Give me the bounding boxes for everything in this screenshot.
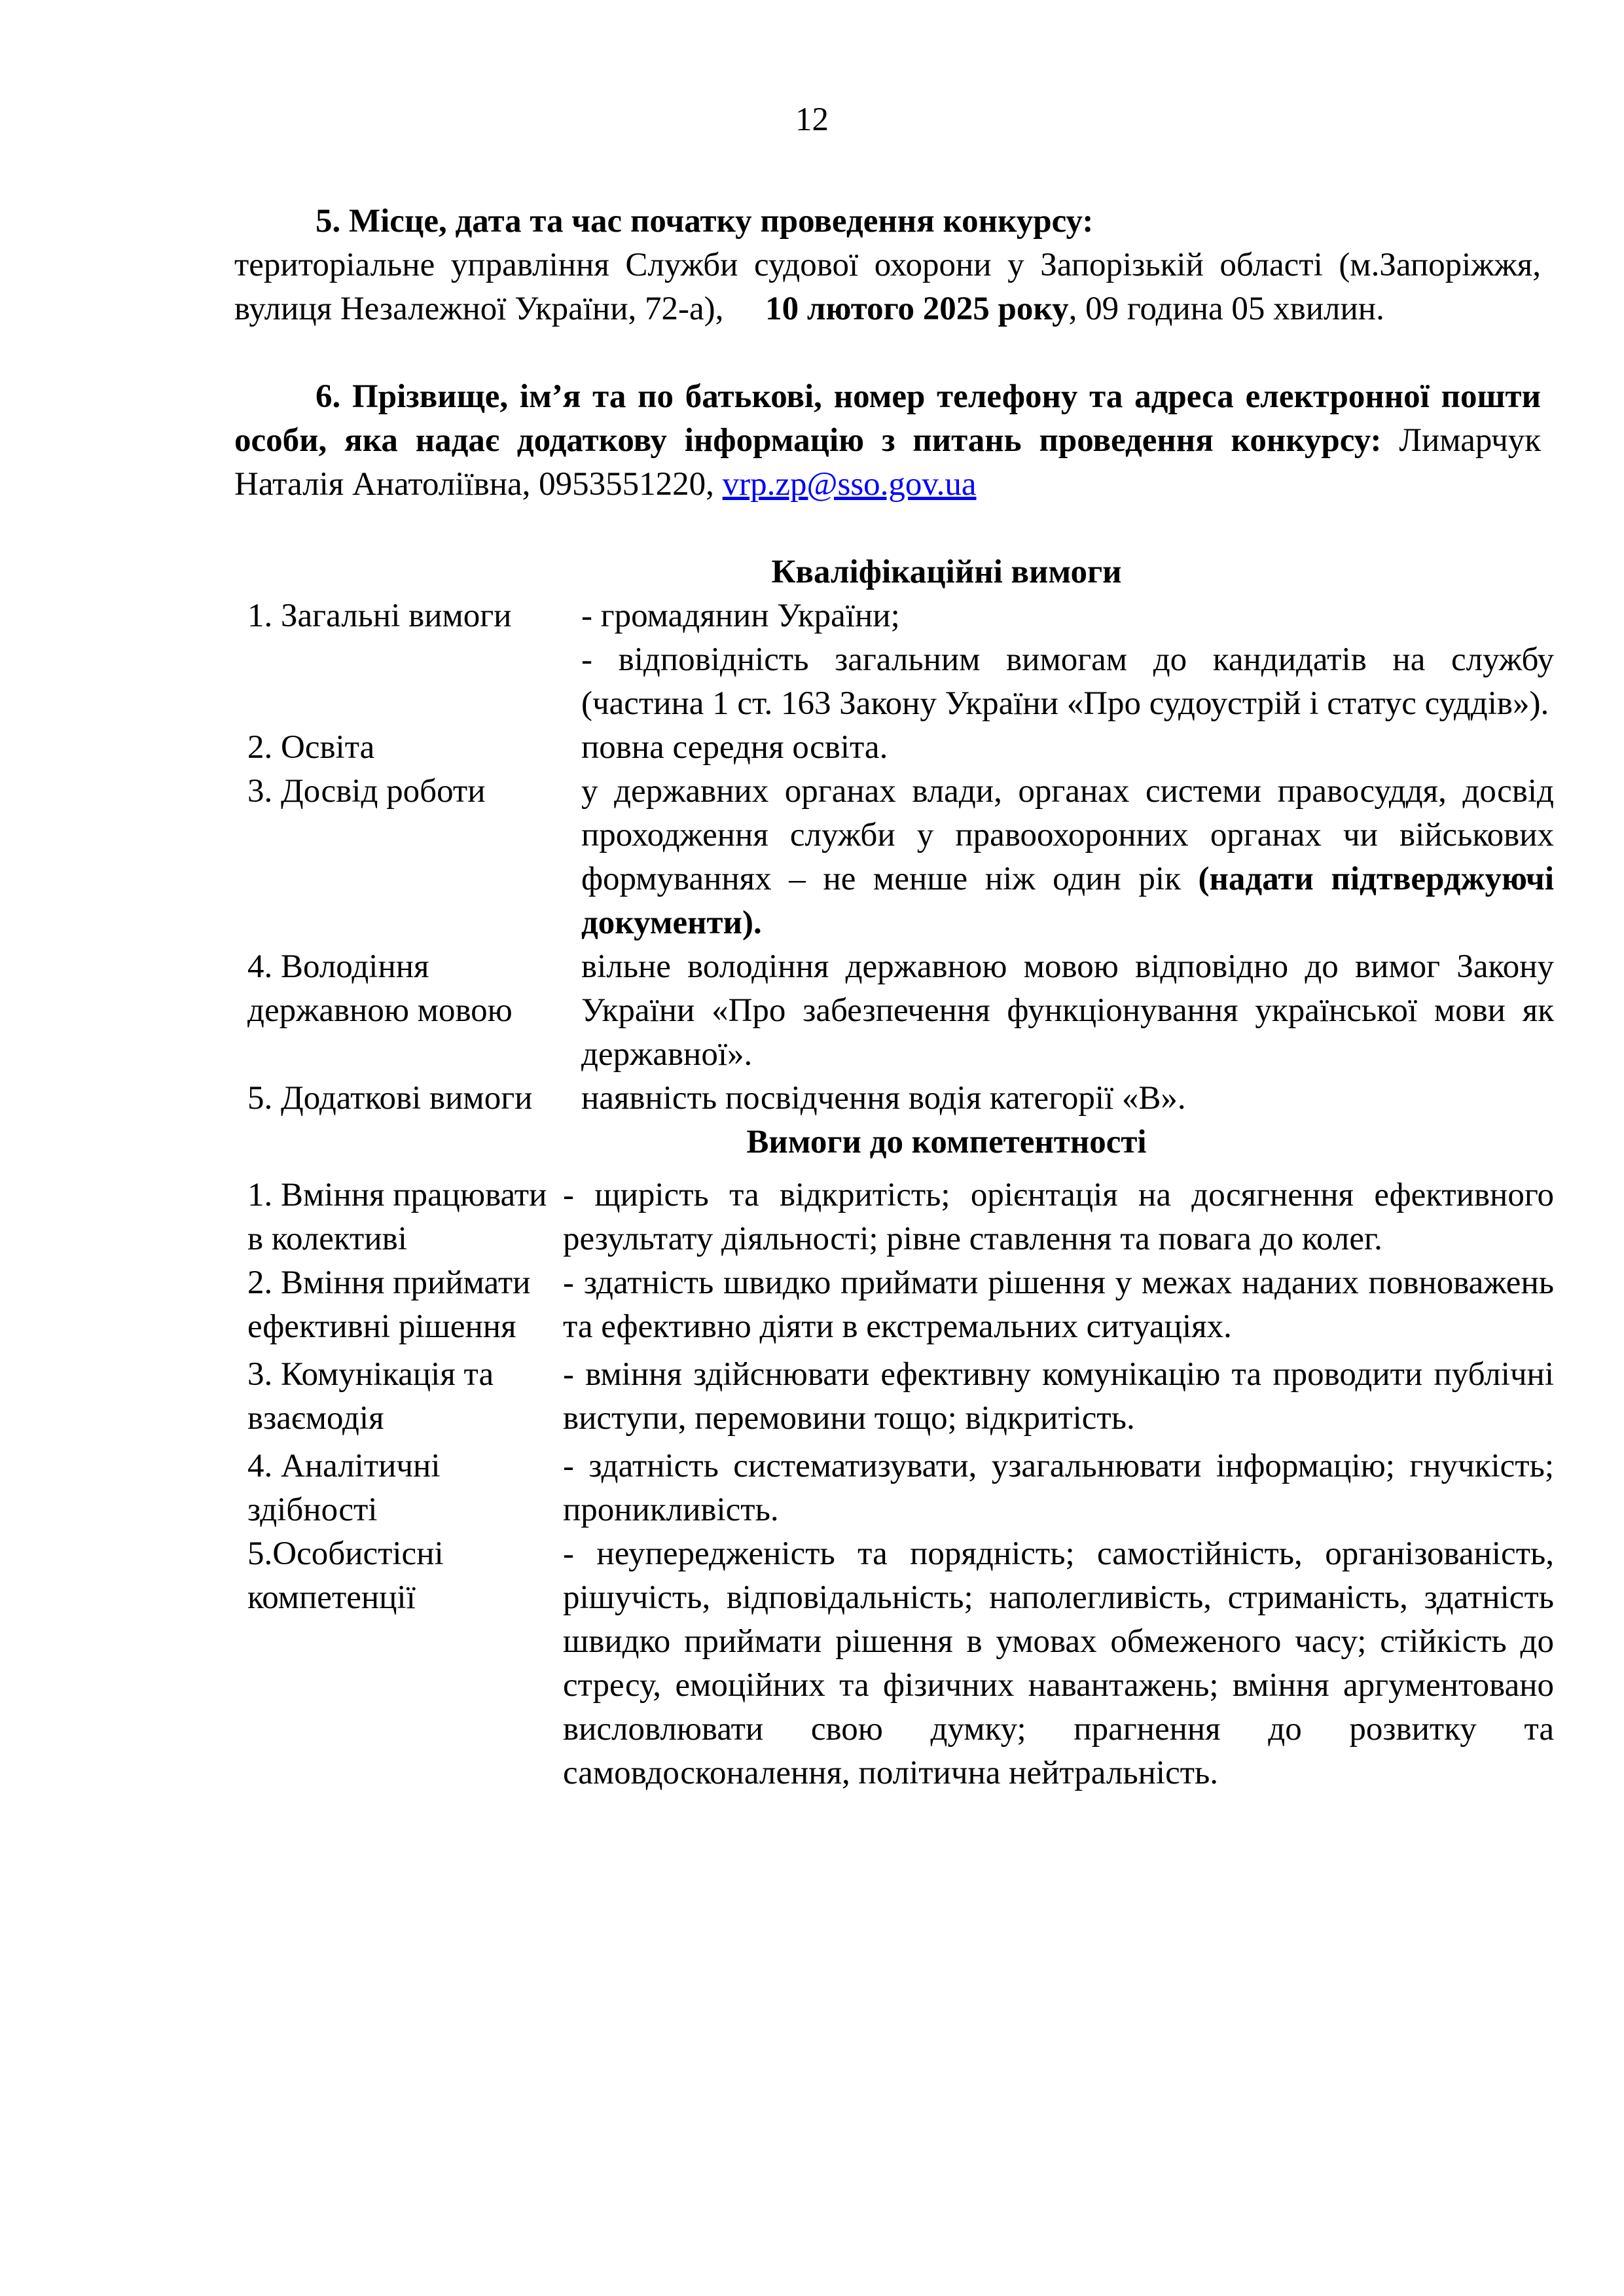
row-label: 2. Вміння приймати ефективні рішення: [247, 1265, 531, 1345]
page-number: 12: [795, 101, 829, 138]
table-row: [247, 770, 1554, 945]
row-value: - неупередженість та порядність; самостійність, організованість, рішучість, відповідальність; наполегливість, стриманість, здатність швидко приймати рішення в умовах обмеженого часу; стійкість до стресу, емоційних та фізичних навантажень; вміння аргументовано висловлювати свою думку; прагнення до розвитку та самовдосконалення, політична нейтральність.: [563, 1535, 1554, 1791]
row-label: 3. Досвід роботи: [247, 773, 486, 810]
row-value: - вміння здійснювати ефективну комунікацію та проводити публічні виступи, перемовини тощо; відкритість.: [563, 1356, 1554, 1437]
table-row: [247, 726, 1554, 770]
row-value: - здатність систематизувати, узагальнювати інформацію; гнучкість; проникливість.: [563, 1448, 1554, 1528]
document-body: [234, 200, 1554, 1795]
section-6: [234, 375, 1541, 507]
section-6-heading: 6. Прізвище, ім’я та по батькові, номер телефону та адреса електронної пошти особи, яка надає додаткову інформацію з питань проведення конкурсу:: [234, 378, 1541, 459]
row-label: 1. Загальні вимоги: [247, 598, 512, 634]
table-row: [247, 1174, 1554, 1261]
table-row: [247, 1349, 1554, 1441]
row-label: 3. Комунікація та взаємодія: [247, 1356, 494, 1437]
table-row: [247, 594, 1554, 726]
table-row: [247, 945, 1554, 1077]
table-row: [247, 1261, 1554, 1349]
requirement-line: - відповідність загальним вимогам до кандидатів на службу (частина 1 ст. 163 Закону України «Про судоустрій і статус суддів»).: [581, 641, 1554, 722]
competence-table: [247, 1174, 1554, 1795]
row-label: 4. Аналітичні здібності: [247, 1448, 441, 1528]
row-value: - здатність швидко приймати рішення у межах наданих повноважень та ефективно діяти в екстремальних ситуаціях.: [563, 1265, 1554, 1345]
requirement-text: у державних органах влади, органах системи правосуддя, досвід проходження служби у правоохоронних органах чи військових формуваннях – не менше ніж один рік: [581, 773, 1554, 897]
section-5-date: 10 лютого 2025 року: [765, 291, 1069, 327]
row-value: [581, 770, 1554, 945]
row-value: наявність посвідчення водія категорії «В».: [581, 1080, 1186, 1117]
contact-email-link[interactable]: vrp.zp@sso.gov.ua: [722, 466, 977, 503]
section-6-contact: Лимарчук Наталія Анатоліївна, 0953551220,: [234, 422, 1541, 503]
qualification-title: Кваліфікаційні вимоги: [771, 554, 1122, 590]
table-row: [247, 1532, 1554, 1795]
row-label: 4. Володіння державною мовою: [247, 948, 513, 1029]
competence-title: Вимоги до компетентності: [746, 1124, 1147, 1160]
table-row: [247, 1077, 1554, 1121]
row-label: 1. Вміння працювати в колективі: [247, 1177, 547, 1257]
row-label: 5.Особистісні компетенції: [247, 1535, 444, 1616]
table-row: [247, 1441, 1554, 1532]
row-label: 2. Освіта: [247, 729, 375, 766]
spacer: [234, 331, 1541, 375]
section-5-location: територіальне управління Служби судової охорони у Запорізькій області (м.Запоріжжя, вулиця Незалежної України, 72-а),: [234, 247, 1541, 327]
section-5-time: , 09 година 05 хвилин.: [1068, 291, 1384, 327]
requirement-line: - громадянин України;: [581, 598, 900, 634]
section-5: [234, 200, 1541, 331]
row-value: повна середня освіта.: [581, 729, 888, 766]
requirement-note: (надати підтверджуючі документи).: [581, 861, 1554, 941]
row-value: - щирість та відкритість; орієнтація на досягнення ефективного результату діяльності; рівне ставлення та повага до колег.: [563, 1177, 1554, 1257]
row-label: 5. Додаткові вимоги: [247, 1080, 533, 1117]
qualification-table: [247, 594, 1554, 1121]
row-value: [581, 594, 1554, 726]
section-5-heading: 5. Місце, дата та час початку проведення конкурсу:: [316, 203, 1094, 240]
spacer: [234, 507, 1541, 550]
row-value: вільне володіння державною мовою відповідно до вимог Закону України «Про забезпечення функціонування української мови як державної».: [581, 948, 1554, 1073]
